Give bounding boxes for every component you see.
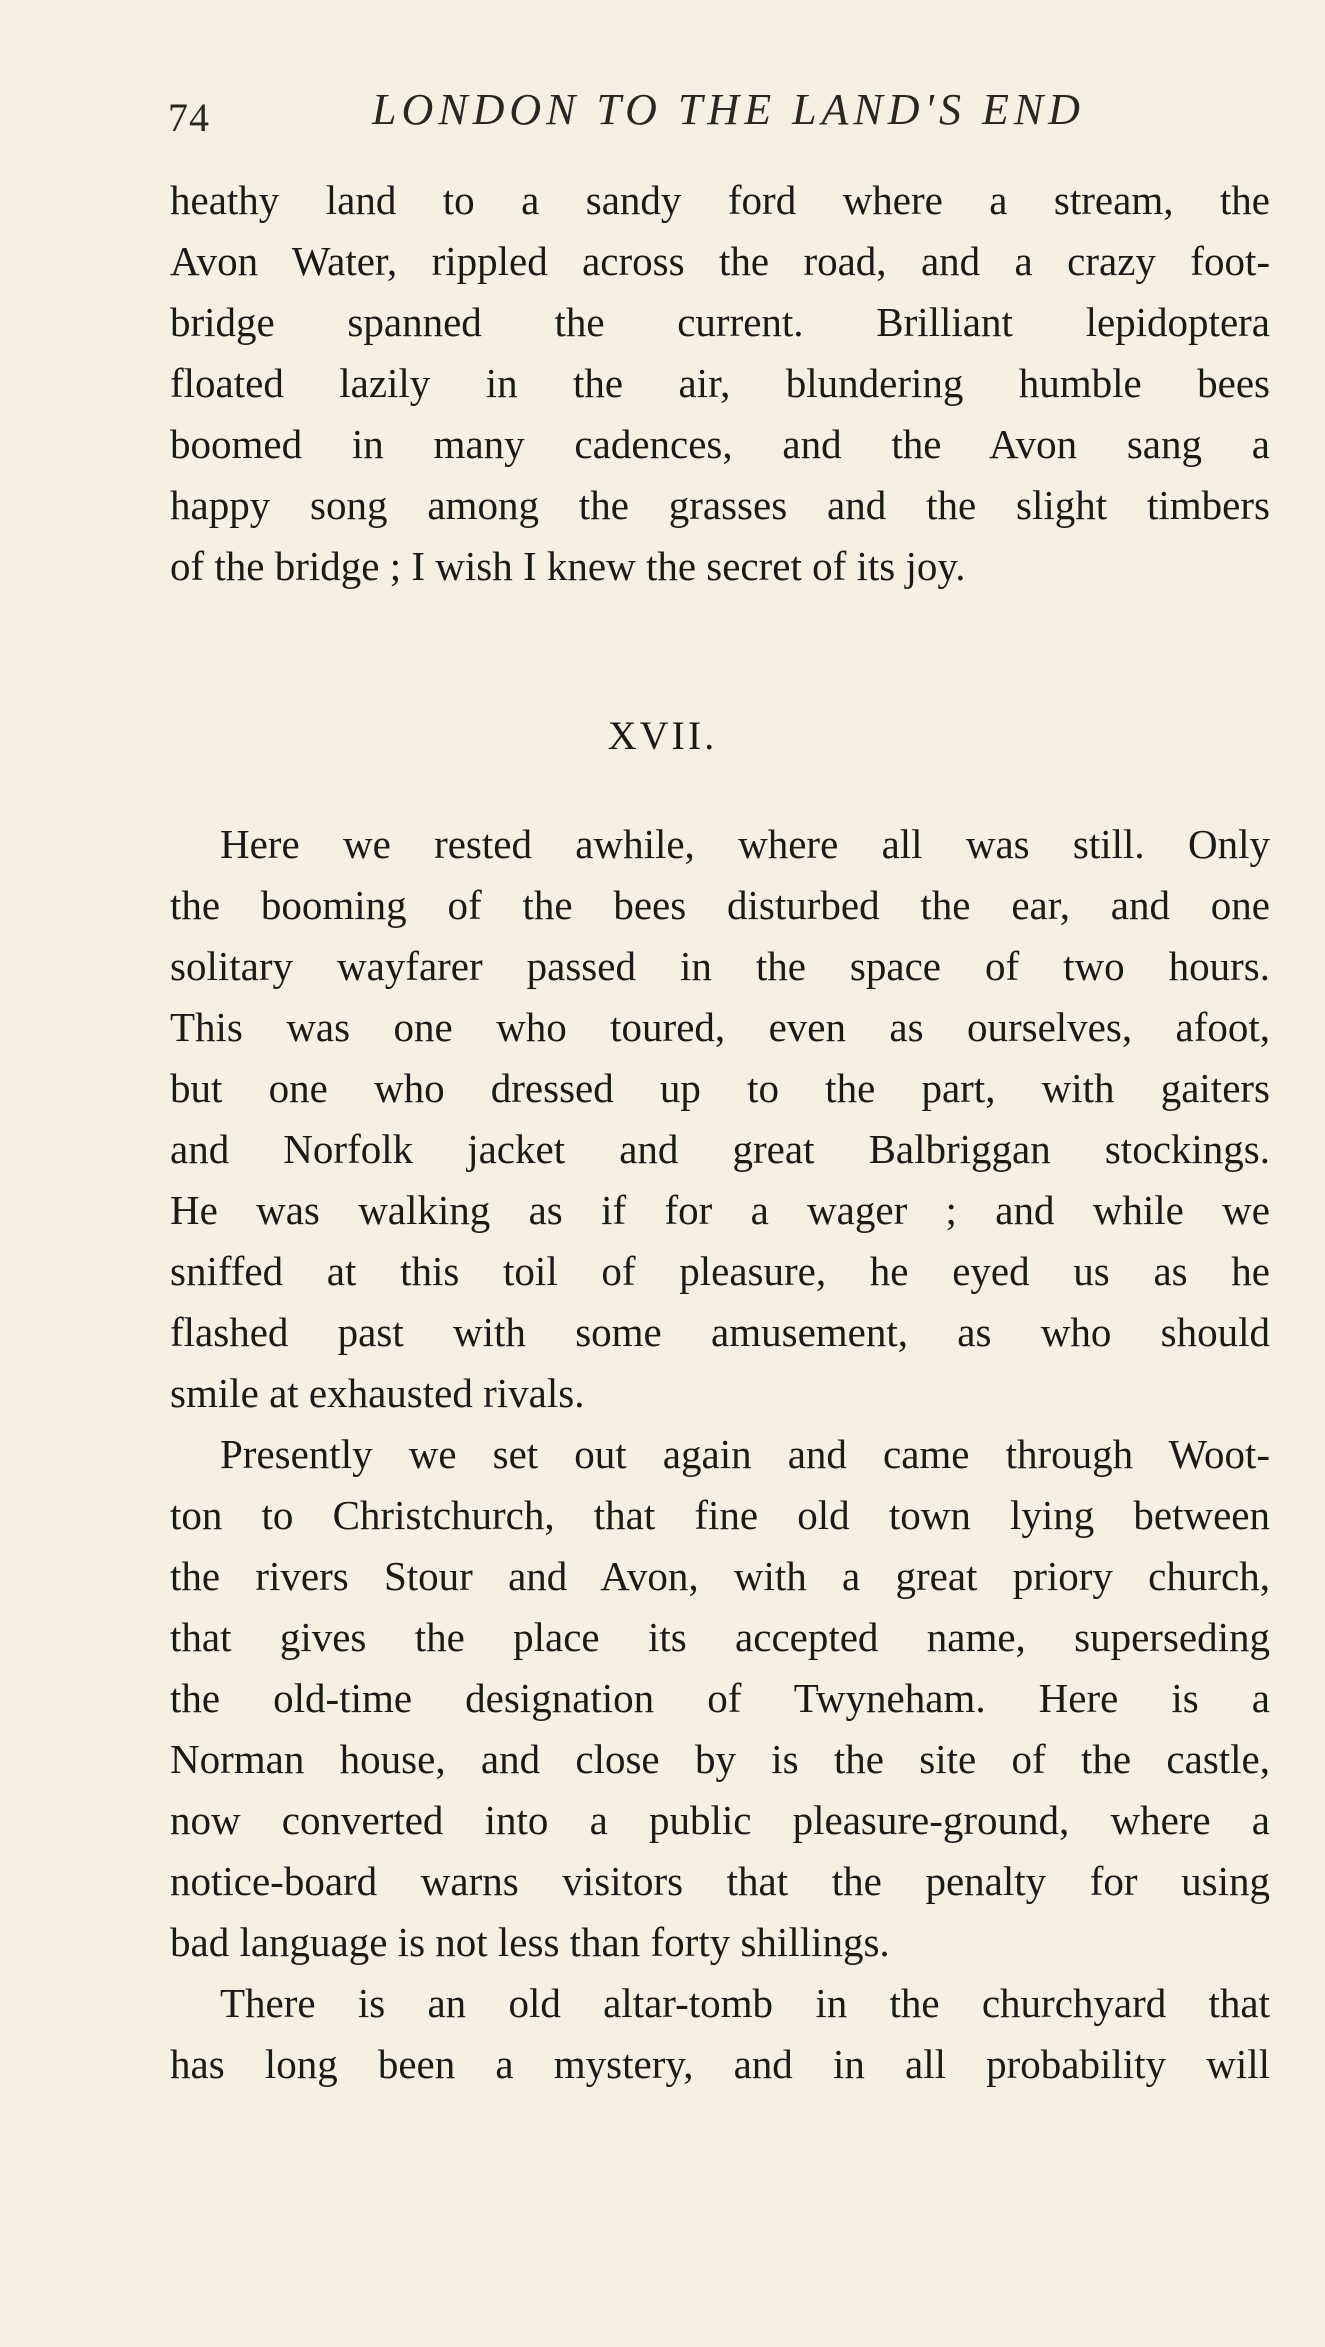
text-line: bad language is not less than forty shillings. — [170, 1919, 890, 1965]
text-line: bridge spanned the current. Brilliant lepidoptera — [170, 299, 1270, 345]
text-line: This was one who toured, even as ourselves, afoot, — [170, 1004, 1270, 1050]
text-line: floated lazily in the air, blundering humble bees — [170, 360, 1270, 406]
running-title: LONDON TO THE LAND'S END — [372, 85, 1085, 134]
text-line: but one who dressed up to the part, with gaiters — [170, 1065, 1270, 1111]
chapter-heading: XVII. — [607, 713, 718, 758]
text-line: There is an old altar-tomb in the churchyard that — [220, 1980, 1270, 2026]
running-head — [0, 84, 1325, 144]
paragraph — [170, 1973, 1270, 2095]
chapter-body — [170, 814, 1270, 2095]
paragraph — [170, 1424, 1270, 1973]
text-line: He was walking as if for a wager ; and while we — [170, 1187, 1270, 1233]
text-line: the rivers Stour and Avon, with a great priory church, — [170, 1553, 1270, 1599]
text-line: happy song among the grasses and the slight timbers — [170, 482, 1270, 528]
text-line: now converted into a public pleasure-ground, where a — [170, 1797, 1270, 1843]
text-line: the booming of the bees disturbed the ear, and one — [170, 882, 1270, 928]
text-line: the old-time designation of Twyneham. Here is a — [170, 1675, 1270, 1721]
paragraph — [170, 814, 1270, 1424]
text-line: Here we rested awhile, where all was still. Only — [220, 821, 1270, 867]
text-line: sniffed at this toil of pleasure, he eyed us as he — [170, 1248, 1270, 1294]
text-line: Norman house, and close by is the site of the castle, — [170, 1736, 1270, 1782]
text-line: smile at exhausted rivals. — [170, 1370, 585, 1416]
text-line: flashed past with some amusement, as who should — [170, 1309, 1270, 1355]
text-line: solitary wayfarer passed in the space of two hours. — [170, 943, 1270, 989]
text-line: ton to Christchurch, that fine old town lying between — [170, 1492, 1270, 1538]
text-line: Avon Water, rippled across the road, and a crazy foot- — [170, 238, 1270, 284]
text-line: heathy land to a sandy ford where a stream, the — [170, 177, 1270, 223]
text-line: of the bridge ; I wish I knew the secret of its joy. — [170, 543, 966, 589]
text-line: boomed in many cadences, and the Avon sang a — [170, 421, 1270, 467]
text-line: has long been a mystery, and in all probability will — [170, 2041, 1270, 2087]
text-line: that gives the place its accepted name, superseding — [170, 1614, 1270, 1660]
continued-paragraph — [170, 170, 1270, 597]
text-line: and Norfolk jacket and great Balbriggan stockings. — [170, 1126, 1270, 1172]
text-line: Presently we set out again and came through Woot- — [220, 1431, 1270, 1477]
page-number: 74 — [168, 95, 210, 140]
text-line: notice-board warns visitors that the penalty for using — [170, 1858, 1270, 1904]
